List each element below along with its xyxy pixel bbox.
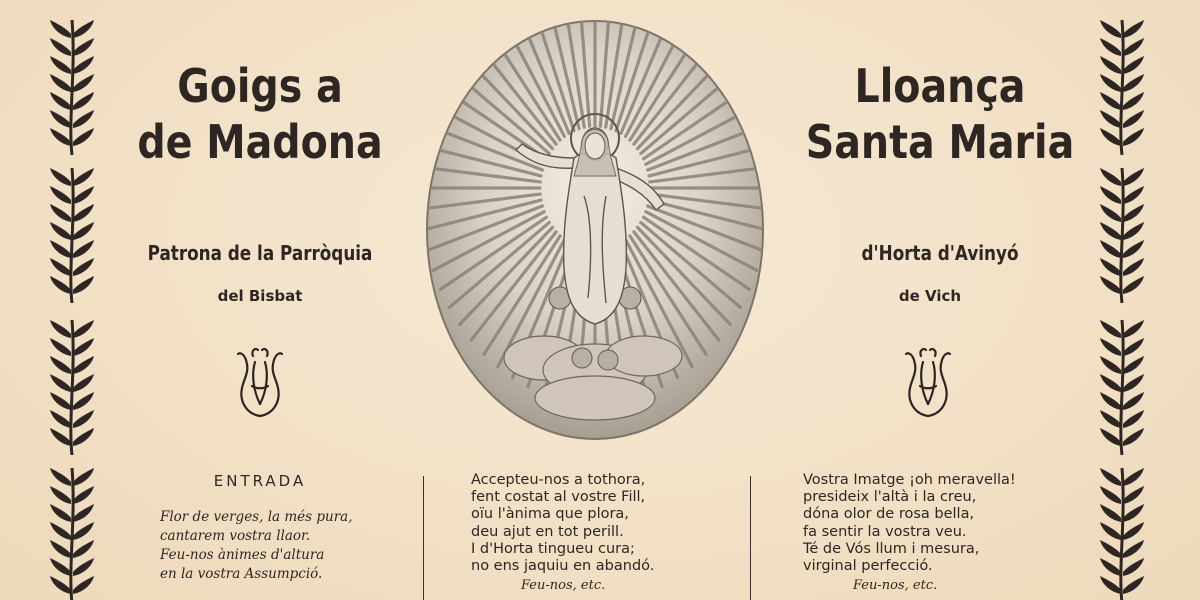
stanza-line: Té de Vós llum i mesura,: [803, 540, 980, 557]
stanza-line: cantarem vostra llaor.: [160, 528, 311, 544]
lyre-ornament-right-icon: [901, 342, 955, 422]
right-title-line-1: Lloança: [854, 59, 1026, 113]
stanza-line: fa sentir la vostra veu.: [803, 523, 967, 540]
right-title: [802, 58, 1077, 170]
lyre-ornament-left-icon: [233, 342, 287, 422]
refrain-three: Feu-nos, etc.: [853, 578, 938, 593]
left-title-line-1: Goigs a: [177, 59, 343, 113]
virgin-assumption-image: [424, 18, 766, 443]
right-subtitle: d'Horta d'Avinyó: [861, 241, 1019, 265]
refrain-two: Feu-nos, etc.: [521, 578, 606, 593]
stanza-line: oïu l'ànima que plora,: [471, 506, 629, 523]
column-divider-left: [423, 476, 424, 600]
stanza-line: dóna olor de rosa bella,: [803, 506, 975, 523]
stanza-two: [471, 472, 654, 575]
entrada-stanza: [160, 508, 353, 584]
stanza-line: virginal perfecció.: [803, 558, 933, 575]
right-subtitle-small: de Vich: [898, 287, 962, 305]
stanza-line: Vostra Imatge ¡oh meravella!: [803, 472, 1016, 488]
left-subtitle-small: del Bisbat: [217, 287, 303, 305]
left-subtitle: Patrona de la Parròquia: [147, 241, 373, 265]
column-divider-right: [750, 476, 751, 600]
stanza-line: Feu-nos ànimes d'altura: [160, 547, 325, 563]
leaf-border-right-icon: [1092, 10, 1152, 600]
right-title-line-2: Santa Maria: [805, 115, 1075, 169]
stanza-line: Accepteu-nos a tothora,: [471, 472, 646, 488]
stanza-line: fent costat al vostre Fill,: [471, 489, 646, 506]
stanza-three: [803, 472, 1016, 575]
entrada-heading: ENTRADA: [213, 472, 307, 490]
stanza-line: presideix l'altà i la creu,: [803, 489, 977, 506]
stanza-line: deu ajut en tot perill.: [471, 523, 624, 540]
stanza-line: en la vostra Assumpció.: [160, 566, 323, 582]
stanza-line: I d'Horta tingueu cura;: [471, 540, 635, 557]
leaf-border-left-icon: [42, 10, 102, 600]
left-title: [122, 58, 397, 170]
stanza-line: no ens jaquiu en abandó.: [471, 558, 655, 575]
stanza-line: Flor de verges, la més pura,: [160, 509, 353, 525]
left-title-line-2: de Madona: [137, 115, 383, 169]
